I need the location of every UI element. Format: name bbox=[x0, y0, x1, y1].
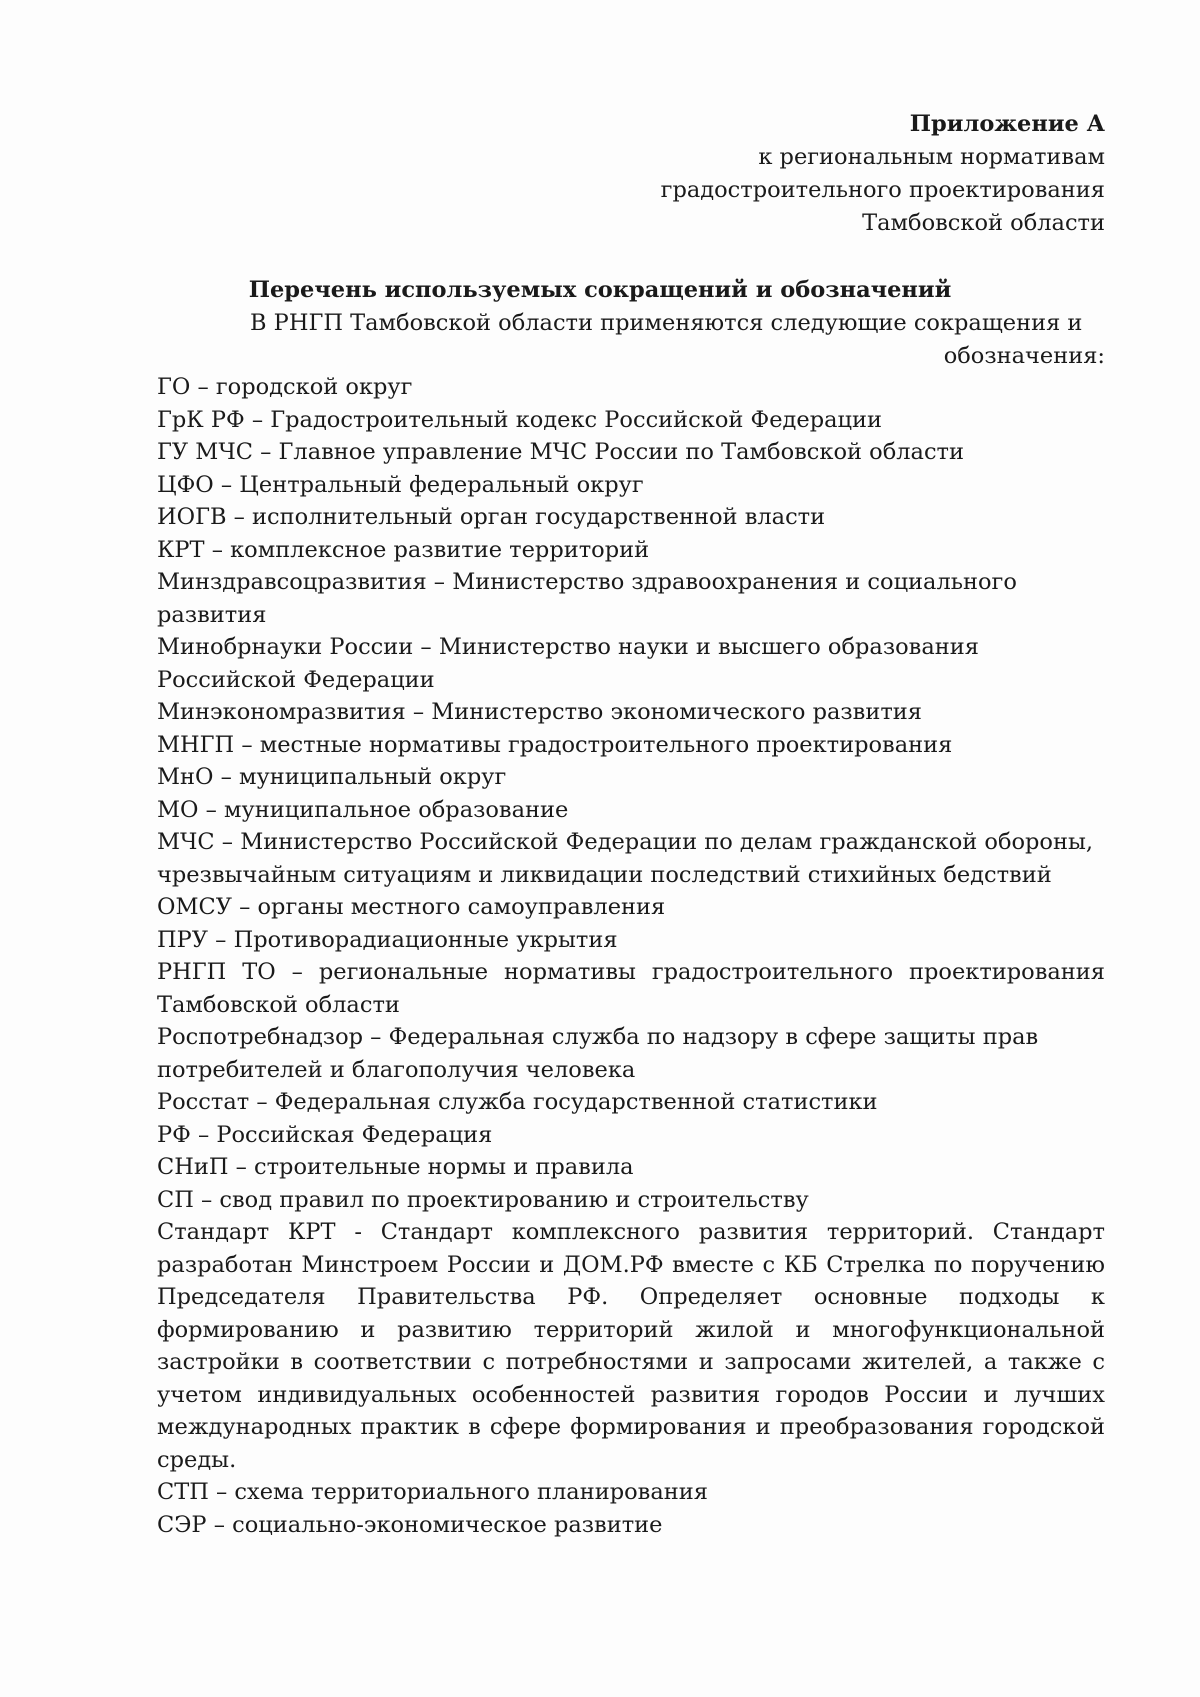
abbreviation-item: ПРУ – Противорадиационные укрытия bbox=[157, 926, 618, 953]
abbreviation-item: ГУ МЧС – Главное управление МЧС России по Тамбовской области bbox=[157, 439, 964, 465]
appendix-title: Приложение А bbox=[909, 111, 1105, 137]
abbreviation-item: Минздравсоцразвития – Министерство здравоохранения и социального развития bbox=[157, 569, 1017, 628]
appendix-line-1: к региональным нормативам bbox=[758, 144, 1105, 170]
abbreviation-item: РНГП ТО – региональные нормативы градостроительного проектирования Тамбовской области bbox=[157, 959, 1105, 1018]
abbreviation-item: ОМСУ – органы местного самоуправления bbox=[157, 894, 666, 920]
abbreviation-list bbox=[157, 371, 1105, 1541]
abbreviation-item: ГрК РФ – Градостроительный кодекс Российской Федерации bbox=[157, 406, 882, 433]
abbreviation-item: СНиП – строительные нормы и правила bbox=[157, 1154, 634, 1180]
appendix-header bbox=[661, 108, 1105, 240]
intro-line-1: В РНГП Тамбовской области применяются следующие сокращения и bbox=[250, 310, 1083, 336]
abbreviation-item: Роспотребнадзор – Федеральная служба по надзору в сфере защиты прав потребителей и благополучия человека bbox=[157, 1024, 1039, 1083]
abbreviation-item: СЭР – социально-экономическое развитие bbox=[157, 1511, 663, 1538]
abbreviation-item: СП – свод правил по проектированию и строительству bbox=[157, 1186, 809, 1213]
abbreviation-item: МО – муниципальное образование bbox=[157, 796, 569, 823]
abbreviation-item: Росстат – Федеральная служба государственной статистики bbox=[157, 1089, 878, 1115]
appendix-line-2: градостроительного проектирования bbox=[660, 177, 1105, 203]
intro-line-2: обозначения: bbox=[943, 343, 1105, 369]
abbreviation-item: МЧС – Министерство Российской Федерации по делам гражданской обороны, чрезвычайным ситуациям и ликвидации последствий стихийных бедствий bbox=[157, 829, 1094, 888]
abbreviation-item: ГО – городской округ bbox=[157, 374, 413, 400]
abbreviation-item: МнО – муниципальный округ bbox=[157, 764, 507, 790]
appendix-line-3: Тамбовской области bbox=[862, 210, 1105, 236]
abbreviation-item: Минэкономразвития – Министерство экономического развития bbox=[157, 699, 922, 725]
document-heading: Перечень используемых сокращений и обозначений bbox=[248, 277, 952, 303]
abbreviation-item: СТП – схема территориального планирования bbox=[157, 1479, 708, 1505]
abbreviation-item: ЦФО – Центральный федеральный округ bbox=[157, 471, 644, 498]
abbreviation-item: ИОГВ – исполнительный орган государственной власти bbox=[157, 504, 826, 530]
abbreviation-item: Минобрнауки России – Министерство науки и высшего образования Российской Федерации bbox=[157, 634, 979, 693]
abbreviation-item: РФ – Российская Федерация bbox=[157, 1121, 493, 1148]
abbreviation-item: МНГП – местные нормативы градостроительного проектирования bbox=[157, 731, 953, 758]
abbreviation-item: Стандарт КРТ - Стандарт комплексного развития территорий. Стандарт разработан Минстроем России и ДОМ.РФ вместе с КБ Стрелка по поручению Председателя Правительства РФ. Определяет основные подходы к формированию и развитию территорий жилой и многофункциональной застройки в соответствии с потребностями и запросами жителей, а также с учетом индивидуальных особенностей развития городов России и лучших международных практик в сфере формирования и преобразования городской среды. bbox=[157, 1219, 1105, 1473]
abbreviation-item: КРТ – комплексное развитие территорий bbox=[157, 536, 650, 563]
